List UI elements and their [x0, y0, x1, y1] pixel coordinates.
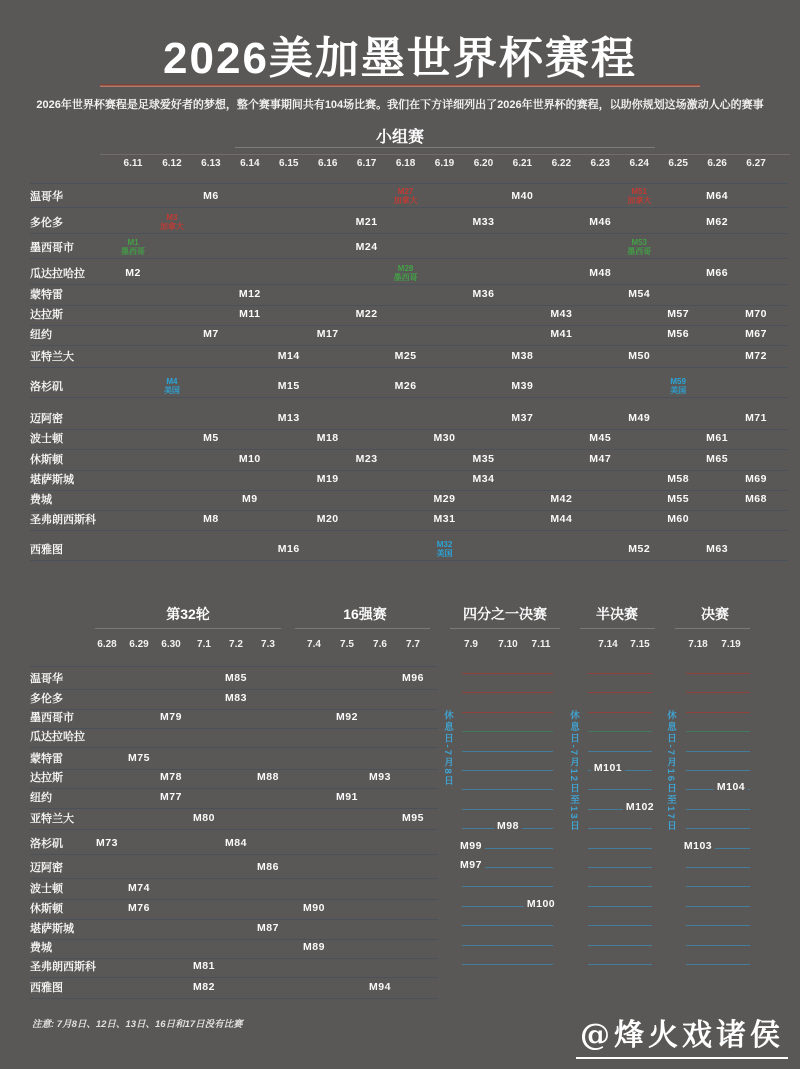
- row-line: [30, 530, 788, 531]
- city-label: 波士顿: [30, 433, 63, 445]
- row-line: [30, 510, 788, 511]
- host-stamp-match: M4: [166, 377, 178, 386]
- match-label: M73: [93, 837, 121, 849]
- match-label: M58: [664, 473, 692, 485]
- bracket-row-line: [588, 925, 652, 926]
- date-label: 6.22: [551, 158, 572, 169]
- city-label: 圣弗朗西斯科: [30, 514, 96, 526]
- match-label: M10: [236, 453, 264, 465]
- city-label: 温哥华: [30, 673, 63, 685]
- row-line: [30, 207, 788, 208]
- row-line: [30, 919, 438, 920]
- row-line: [30, 998, 438, 999]
- city-label: 达拉斯: [30, 309, 63, 321]
- date-label: 6.14: [240, 158, 260, 169]
- bracket-row-line: [588, 692, 652, 693]
- match-label: M43: [547, 308, 575, 320]
- match-label: M37: [508, 412, 536, 424]
- date-label: 6.30: [161, 639, 181, 650]
- city-label: 迈阿密: [30, 862, 63, 874]
- match-label: M99: [457, 840, 485, 852]
- match-label: M44: [547, 513, 575, 525]
- date-label: 6.17: [356, 158, 377, 169]
- date-label: 6.21: [512, 158, 533, 169]
- bracket-row-line: [462, 945, 553, 946]
- host-stamp: [160, 213, 184, 231]
- host-stamp-nation: 墨西哥: [627, 247, 652, 256]
- city-label: 堪萨斯城: [30, 923, 74, 935]
- match-label: M65: [703, 453, 731, 465]
- rest-day-label: 休息日-7月16日至17日: [665, 710, 676, 833]
- match-label: M14: [275, 350, 303, 362]
- bracket-row-line: [686, 925, 750, 926]
- match-label: M29: [431, 493, 459, 505]
- group-stage-title-divider: [235, 147, 655, 148]
- rest-day-label: 休息日-7月8日: [442, 710, 453, 788]
- match-label: M67: [742, 328, 770, 340]
- city-label: 墨西哥市: [30, 712, 74, 724]
- bracket-row-line: [462, 789, 553, 790]
- date-label: 6.11: [123, 158, 143, 169]
- footer-note: 注意: 7月8日、12日、13日、16日和17日没有比赛: [32, 1019, 243, 1030]
- city-label: 瓜达拉哈拉: [30, 268, 85, 280]
- match-label: M9: [239, 493, 261, 505]
- bracket-row-line: [462, 692, 553, 693]
- bracket-row-line: [588, 789, 652, 790]
- match-label: M100: [524, 898, 558, 910]
- host-stamp: [627, 187, 651, 205]
- match-label: M92: [333, 711, 361, 723]
- match-label: M24: [353, 241, 381, 253]
- row-line: [30, 829, 438, 830]
- match-label: M12: [236, 288, 264, 300]
- page-subtitle: 2026年世界杯赛程是足球爱好者的梦想，整个赛事期间共有104场比赛。我们在下方详细列出了2026年世界杯的赛程，以助你规划这场激动人心的赛事: [36, 99, 764, 111]
- bracket-row-line: [462, 673, 553, 674]
- bracket-row-line: [462, 731, 553, 732]
- match-label: M103: [681, 840, 715, 852]
- match-label: M7: [200, 328, 222, 340]
- date-label: 6.25: [668, 158, 688, 169]
- bracket-row-line: [462, 925, 553, 926]
- date-label: 7.18: [688, 639, 708, 650]
- match-label: M66: [703, 267, 731, 279]
- row-line: [30, 788, 438, 789]
- match-label: M97: [457, 859, 485, 871]
- date-label: 7.9: [464, 639, 478, 650]
- bracket-row-line: [588, 867, 652, 868]
- match-label: M33: [469, 216, 497, 228]
- city-label: 多伦多: [30, 217, 63, 229]
- match-label: M15: [275, 380, 303, 392]
- match-label: M2: [122, 267, 144, 279]
- match-label: M49: [625, 412, 653, 424]
- match-label: M102: [623, 801, 657, 813]
- bracket-row-line: [462, 770, 553, 771]
- city-label: 迈阿密: [30, 413, 63, 425]
- row-line: [30, 429, 788, 430]
- city-label: 圣弗朗西斯科: [30, 961, 96, 973]
- match-label: M17: [314, 328, 342, 340]
- bracket-row-line: [462, 886, 553, 887]
- match-label: M91: [333, 791, 361, 803]
- match-label: M94: [366, 981, 394, 993]
- row-line: [30, 747, 438, 748]
- match-label: M38: [508, 350, 536, 362]
- match-label: M46: [586, 216, 614, 228]
- host-stamp: [670, 377, 686, 395]
- city-label: 洛杉矶: [30, 838, 63, 850]
- host-stamp-match: M53: [631, 238, 647, 247]
- match-label: M20: [314, 513, 342, 525]
- match-label: M69: [742, 473, 770, 485]
- match-label: M64: [703, 190, 731, 202]
- date-label: 7.3: [261, 639, 275, 650]
- match-label: M101: [591, 762, 625, 774]
- row-line: [30, 325, 788, 326]
- row-line: [30, 854, 438, 855]
- bracket-row-line: [588, 945, 652, 946]
- match-label: M36: [469, 288, 497, 300]
- date-label: 6.28: [97, 639, 117, 650]
- section-title: 16强赛: [343, 606, 387, 622]
- bracket-row-line: [686, 731, 750, 732]
- date-label: 7.5: [340, 639, 354, 650]
- date-label: 6.20: [473, 158, 494, 169]
- host-stamp-match: M27: [397, 187, 414, 196]
- section-title-divider: [580, 628, 655, 629]
- match-label: M68: [742, 493, 770, 505]
- host-stamp-nation: 美国: [670, 386, 687, 395]
- match-label: M21: [353, 216, 381, 228]
- match-label: M8: [200, 513, 222, 525]
- match-label: M61: [703, 432, 731, 444]
- host-stamp: [164, 377, 180, 395]
- bracket-row-line: [686, 945, 750, 946]
- row-line: [30, 958, 438, 959]
- section-title: 四分之一决赛: [463, 606, 547, 622]
- match-label: M18: [314, 432, 342, 444]
- section-title-divider: [95, 628, 281, 629]
- bracket-row-line: [588, 848, 652, 849]
- host-stamp-nation: 加拿大: [627, 196, 652, 205]
- match-label: M72: [742, 350, 770, 362]
- match-label: M98: [494, 820, 522, 832]
- match-label: M104: [714, 781, 748, 793]
- date-label: 6.16: [317, 158, 338, 169]
- host-stamp-nation: 美国: [436, 549, 453, 558]
- bracket-row-line: [588, 886, 652, 887]
- match-label: M79: [157, 711, 185, 723]
- date-label: 6.15: [279, 158, 299, 169]
- match-label: M82: [190, 981, 218, 993]
- match-label: M35: [469, 453, 497, 465]
- host-stamp: [627, 238, 651, 256]
- match-label: M84: [222, 837, 250, 849]
- bracket-row-line: [588, 906, 652, 907]
- host-stamp-nation: 墨西哥: [393, 273, 418, 282]
- match-label: M55: [664, 493, 692, 505]
- match-label: M93: [366, 771, 394, 783]
- group-stage-title: 小组赛: [375, 129, 424, 146]
- bracket-row-line: [686, 751, 750, 752]
- row-line: [30, 233, 788, 234]
- match-label: M6: [200, 190, 222, 202]
- match-label: M75: [125, 752, 153, 764]
- row-line: [30, 345, 788, 346]
- bracket-row-line: [588, 731, 652, 732]
- match-label: M77: [157, 791, 185, 803]
- bracket-row-line: [588, 964, 652, 965]
- date-label: 6.24: [629, 158, 649, 169]
- city-label: 瓜达拉哈拉: [30, 731, 85, 743]
- date-label: 7.10: [498, 639, 518, 650]
- date-label: 7.1: [197, 639, 211, 650]
- bracket-row-line: [686, 906, 750, 907]
- date-label: 6.29: [129, 639, 149, 650]
- row-line: [30, 367, 788, 368]
- city-label: 西雅图: [30, 982, 63, 994]
- match-label: M76: [125, 902, 153, 914]
- city-label: 波士顿: [30, 883, 63, 895]
- match-label: M96: [399, 672, 427, 684]
- page-title: 2026美加墨世界杯赛程: [163, 34, 637, 83]
- host-stamp-match: M32: [436, 540, 453, 549]
- match-label: M89: [300, 941, 328, 953]
- match-label: M31: [431, 513, 459, 525]
- host-stamp-nation: 墨西哥: [121, 247, 145, 256]
- host-stamp-nation: 加拿大: [159, 222, 184, 231]
- host-stamp-match: M1: [127, 238, 139, 247]
- city-label: 费城: [30, 494, 52, 506]
- match-label: M23: [353, 453, 381, 465]
- bracket-row-line: [686, 828, 750, 829]
- city-label: 墨西哥市: [30, 242, 74, 254]
- bracket-row-line: [686, 886, 750, 887]
- date-label: 6.18: [395, 158, 416, 169]
- section-title: 第32轮: [166, 606, 210, 622]
- host-stamp-match: M28: [397, 264, 414, 273]
- match-label: M48: [586, 267, 614, 279]
- bracket-row-line: [588, 712, 652, 713]
- host-stamp: [394, 187, 418, 205]
- date-label: 6.12: [162, 158, 182, 169]
- row-line: [30, 305, 788, 306]
- date-label: 6.27: [746, 158, 766, 169]
- bracket-row-line: [686, 712, 750, 713]
- match-label: M74: [125, 882, 153, 894]
- match-label: M47: [586, 453, 614, 465]
- bracket-row-line: [686, 809, 750, 810]
- match-label: M30: [431, 432, 459, 444]
- host-stamp-match: M59: [670, 377, 686, 386]
- row-line: [30, 689, 438, 690]
- section-title: 决赛: [701, 606, 729, 622]
- match-label: M56: [664, 328, 692, 340]
- row-line: [30, 878, 438, 879]
- row-line: [30, 258, 788, 259]
- city-label: 纽约: [30, 329, 52, 341]
- title-divider: [100, 84, 700, 87]
- date-label: 7.15: [630, 639, 650, 650]
- row-line: [30, 728, 438, 729]
- row-line: [30, 977, 438, 978]
- match-label: M81: [190, 960, 218, 972]
- match-label: M90: [300, 902, 328, 914]
- date-label: 7.11: [531, 639, 551, 650]
- match-label: M45: [586, 432, 614, 444]
- city-label: 休斯顿: [30, 903, 63, 915]
- row-line: [30, 899, 438, 900]
- match-label: M42: [547, 493, 575, 505]
- bracket-row-line: [686, 964, 750, 965]
- bracket-row-line: [462, 964, 553, 965]
- rest-day-label: 休息日-7月12日至13日: [568, 710, 579, 833]
- section-title-divider: [675, 628, 750, 629]
- match-label: M34: [469, 473, 497, 485]
- city-label: 洛杉矶: [30, 381, 63, 393]
- city-label: 亚特兰大: [30, 813, 74, 825]
- match-label: M95: [399, 812, 427, 824]
- match-label: M13: [275, 412, 303, 424]
- date-label: 7.4: [307, 639, 321, 650]
- match-label: M62: [703, 216, 731, 228]
- match-label: M70: [742, 308, 770, 320]
- match-label: M52: [625, 543, 653, 555]
- bracket-row-line: [588, 751, 652, 752]
- match-label: M25: [392, 350, 420, 362]
- date-label: 6.26: [707, 158, 727, 169]
- row-line: [30, 183, 788, 184]
- bracket-row-line: [686, 867, 750, 868]
- match-label: M87: [254, 922, 282, 934]
- bracket-row-line: [686, 770, 750, 771]
- match-label: M5: [200, 432, 222, 444]
- match-label: M41: [547, 328, 575, 340]
- city-label: 亚特兰大: [30, 351, 74, 363]
- bracket-row-line: [588, 828, 652, 829]
- match-label: M26: [392, 380, 420, 392]
- date-label: 6.19: [434, 158, 455, 169]
- section-title: 半决赛: [596, 606, 638, 622]
- date-label: 7.6: [373, 639, 387, 650]
- host-stamp: [121, 238, 145, 256]
- match-label: M86: [254, 861, 282, 873]
- bracket-row-line: [462, 809, 553, 810]
- date-label: 7.19: [721, 639, 741, 650]
- city-label: 纽约: [30, 792, 52, 804]
- row-line: [30, 490, 788, 491]
- date-label: 7.7: [406, 639, 420, 650]
- watermark-signature: @烽火戏诸侯: [576, 1010, 788, 1059]
- row-line: [30, 470, 788, 471]
- date-label: 6.23: [590, 158, 610, 169]
- row-line: [30, 397, 788, 398]
- match-label: M50: [625, 350, 653, 362]
- match-label: M80: [190, 812, 218, 824]
- date-label: 7.2: [229, 639, 243, 650]
- bracket-row-line: [686, 692, 750, 693]
- host-stamp-nation: 美国: [163, 386, 180, 395]
- match-label: M71: [742, 412, 770, 424]
- bracket-row-line: [462, 751, 553, 752]
- city-label: 蒙特雷: [30, 289, 63, 301]
- group-stage-dates-divider: [100, 154, 790, 155]
- row-line: [30, 284, 788, 285]
- match-label: M85: [222, 672, 250, 684]
- match-label: M57: [664, 308, 692, 320]
- host-stamp-nation: 加拿大: [393, 196, 418, 205]
- match-label: M88: [254, 771, 282, 783]
- match-label: M16: [275, 543, 303, 555]
- row-line: [30, 449, 788, 450]
- row-line: [30, 560, 788, 561]
- row-line: [30, 808, 438, 809]
- row-line: [30, 666, 438, 667]
- match-label: M78: [157, 771, 185, 783]
- row-line: [30, 769, 438, 770]
- match-label: M11: [236, 308, 263, 320]
- match-label: M39: [508, 380, 536, 392]
- city-label: 费城: [30, 942, 52, 954]
- match-label: M83: [222, 692, 250, 704]
- city-label: 蒙特雷: [30, 753, 63, 765]
- city-label: 西雅图: [30, 544, 63, 556]
- city-label: 堪萨斯城: [30, 474, 74, 486]
- bracket-row-line: [462, 712, 553, 713]
- date-label: 7.14: [598, 639, 618, 650]
- city-label: 达拉斯: [30, 772, 63, 784]
- match-label: M19: [314, 473, 342, 485]
- city-label: 休斯顿: [30, 454, 63, 466]
- match-label: M60: [664, 513, 692, 525]
- bracket-row-line: [588, 673, 652, 674]
- host-stamp: [437, 540, 453, 558]
- host-stamp: [394, 264, 418, 282]
- match-label: M63: [703, 543, 731, 555]
- section-title-divider: [295, 628, 430, 629]
- section-title-divider: [450, 628, 560, 629]
- match-label: M40: [508, 190, 536, 202]
- match-label: M22: [353, 308, 381, 320]
- city-label: 多伦多: [30, 693, 63, 705]
- host-stamp-match: M3: [166, 213, 178, 222]
- host-stamp-match: M51: [631, 187, 647, 196]
- row-line: [30, 939, 438, 940]
- bracket-row-line: [686, 673, 750, 674]
- row-line: [30, 709, 438, 710]
- date-label: 6.13: [201, 158, 221, 169]
- match-label: M54: [625, 288, 653, 300]
- city-label: 温哥华: [30, 191, 63, 203]
